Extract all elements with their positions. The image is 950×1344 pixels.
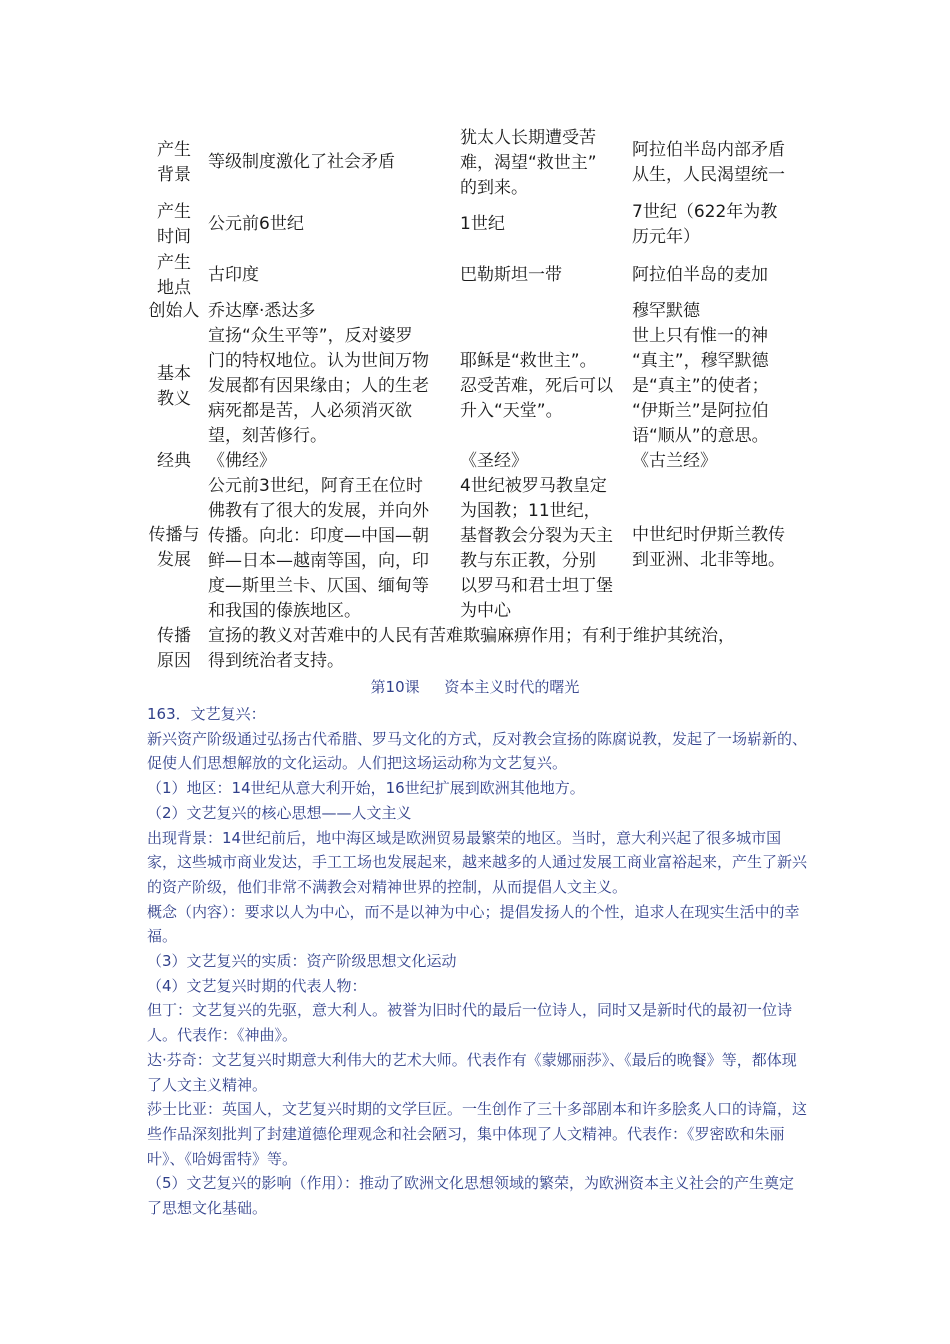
- islam-background: 阿拉伯半岛内部矛盾 从生，人民渴望统一: [632, 140, 785, 185]
- lesson-title: [0, 676, 950, 697]
- christianity-spread: 4世纪被罗马教皇定 为国教；11世纪， 基督教会分裂为天主 教与东正教，分别 以罗马和君士坦丁堡 为中心: [460, 476, 613, 621]
- paragraph: （5）文艺复兴的影响（作用）：推动了欧洲文化思想领域的繁荣，为欧洲资本主义社会的产生奠定了思想文化基础。: [147, 1174, 795, 1218]
- paragraph: （2）文艺复兴的核心思想——人文主义: [147, 803, 412, 822]
- row-label-spread: 传播与 发展: [148, 525, 200, 570]
- christianity-background: 犹太人长期遭受苦 难，渴望“救世主” 的到来。: [460, 128, 597, 198]
- buddhism-doctrine: 宣扬“众生平等”，反对婆罗 门的特权地位。认为世间万物 发展都有因果缘由；人的生老 病死都是苦，人必须消灭欲 望，刻苦修行。: [208, 326, 429, 446]
- christianity-place: 巴勒斯坦一带: [460, 265, 562, 285]
- paragraph: 但丁：文艺复兴的先驱，意大利人。被誉为旧时代的最后一位诗人，同时又是新时代的最初一位诗人。代表作：《神曲》。: [147, 1001, 793, 1045]
- paragraph: 达·芬奇：文艺复兴时期意大利伟大的艺术大师。代表作有《蒙娜丽莎》、《最后的晚餐》等，都体现了人文主义精神。: [147, 1050, 797, 1094]
- christianity-classic: 《圣经》: [460, 451, 528, 471]
- spread-reason: 宣扬的教义对苦难中的人民有苦难欺骗麻痹作用；有利于维护其统治， 得到统治者支持。: [208, 626, 735, 671]
- islam-classic: 《古兰经》: [632, 451, 717, 471]
- buddhism-background: 等级制度激化了社会矛盾: [208, 152, 395, 172]
- paragraph: 概念（内容）：要求以人为中心，而不是以神为中心；提倡发扬人的个性，追求人在现实生活中的幸福。: [147, 902, 800, 946]
- buddhism-classic: 《佛经》: [208, 451, 276, 471]
- row-label-place: 产生 地点: [157, 253, 191, 298]
- row-label-founder: 创始人: [148, 301, 200, 321]
- buddhism-time: 公元前6世纪: [208, 214, 304, 234]
- buddhism-place: 古印度: [208, 265, 259, 285]
- islam-place: 阿拉伯半岛的麦加: [632, 265, 768, 285]
- paragraph: 新兴资产阶级通过弘扬古代希腊、罗马文化的方式，反对教会宣扬的陈腐说教，发起了一场崭新的、促使人们思想解放的文化运动。人们把这场运动称为文艺复兴。: [147, 729, 808, 773]
- row-label-reason: 传播 原因: [157, 626, 191, 671]
- christianity-doctrine: 耶稣是“救世主”。 忍受苦难，死后可以 升入“天堂”。: [460, 351, 613, 421]
- paragraph: （4）文艺复兴时期的代表人物：: [147, 976, 367, 995]
- buddhism-founder: 乔达摩·悉达多: [208, 301, 316, 321]
- christianity-time: 1世纪: [460, 214, 505, 234]
- lesson-number: 第10课: [370, 678, 420, 696]
- islam-time: 7世纪（622年为教 历元年）: [632, 202, 778, 247]
- row-label-classic: 经典: [157, 451, 191, 471]
- paragraph: 莎士比亚：英国人，文艺复兴时期的文学巨匠。一生创作了三十多部剧本和许多脍炙人口的诗篇，这些作品深刻批判了封建道德伦理观念和社会陋习，集中体现了人文精神。代表作：《罗密欧和朱丽叶》、《哈姆雷特》等。: [147, 1100, 808, 1168]
- islam-doctrine: 世上只有惟一的神 “真主”，穆罕默德 是“真主”的使者； “伊斯兰”是阿拉伯 语“顺从”的意思。: [632, 326, 769, 446]
- buddhism-spread: 公元前3世纪，阿育王在位时 佛教有了很大的发展，并向外 传播。向北：印度—中国—朝 鲜—日本—越南等国，向，印 度—斯里兰卡、仄国、缅甸等 和我国的傣族地区。: [208, 476, 429, 621]
- section-heading: 163．文艺复兴：: [147, 705, 266, 723]
- paragraph: 出现背景：14世纪前后，地中海区域是欧洲贸易最繁荣的地区。当时，意大利兴起了很多城市国家，这些城市商业发达，手工工场也发展起来，越来越多的人通过发展工商业富裕起来，产生了新兴的资产阶级，他们非常不满教会对精神世界的控制，从而提倡人文主义。: [147, 828, 808, 896]
- islam-spread: 中世纪时伊斯兰教传 到亚洲、北非等地。: [632, 525, 785, 570]
- lesson-name: 资本主义时代的曙光: [444, 678, 580, 696]
- row-label-doctrine: 基本 教义: [157, 364, 191, 409]
- islam-founder: 穆罕默德: [632, 301, 700, 321]
- row-label-background: 产生 背景: [157, 140, 191, 185]
- paragraph: （1）地区：14世纪从意大利开始，16世纪扩展到欧洲其他地方。: [147, 779, 585, 798]
- row-label-time: 产生 时间: [157, 202, 191, 247]
- paragraph: （3）文艺复兴的实质：资产阶级思想文化运动: [147, 952, 457, 971]
- lesson-body: [147, 702, 807, 1221]
